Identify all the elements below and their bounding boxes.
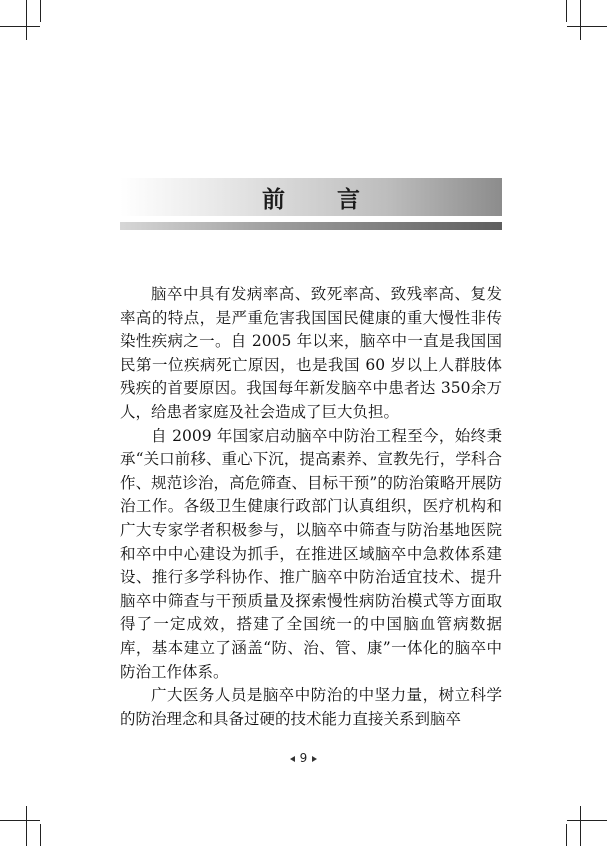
- crop-mark-bottom-right-h: [567, 820, 607, 821]
- crop-mark-top-right-v: [580, 0, 581, 40]
- paragraph-3: 广大医务人员是脑卒中防治的中坚力量，树立科学的防治理念和具备过硬的技术能力直接关系到脑卒: [120, 686, 502, 728]
- page-number-value: 9: [299, 751, 308, 765]
- crop-mark-top-right-h: [567, 26, 607, 27]
- section-header-underline: [120, 222, 502, 230]
- crop-mark-bottom-left-h: [0, 820, 40, 821]
- crop-mark-top-left-v: [26, 0, 27, 40]
- crop-mark-bottom-right-v: [580, 806, 581, 846]
- crop-mark-bottom-left-v2: [40, 824, 41, 846]
- crop-mark-bottom-left-v: [26, 806, 27, 846]
- crop-mark-top-left-v2: [40, 0, 41, 22]
- body-text: [120, 283, 502, 731]
- triangle-right-icon: [312, 756, 317, 762]
- crop-mark-top-right-v2: [566, 0, 567, 22]
- triangle-left-icon: [290, 756, 295, 762]
- page-number: [0, 751, 607, 765]
- paragraph-2: 自 2009 年国家启动脑卒中防治工程至今，始终秉承“关口前移、重心下沉，提高素养、宣教先行，学科合作、规范诊治，高危筛查、目标干预”的防治策略开展防治工作。各级卫生健康行政部门认真组织，医疗机构和广大专家学者积极参与，以脑卒中筛查与防治基地医院和卒中中心建设为抓手，在推进区域脑卒中急救体系建设、推行多学科协作、推广脑卒中防治适宜技术、提升脑卒中筛查与干预质量及探索慢性病防治模式等方面取得了一定成效，搭建了全国统一的中国脑血管病数据库，基本建立了涵盖“防、治、管、康”一体化的脑卒中防治工作体系。: [120, 426, 502, 681]
- paragraph-1: 脑卒中具有发病率高、致死率高、致残率高、复发率高的特点，是严重危害我国国民健康的重大慢性非传染性疾病之一。自 2005 年以来，脑卒中一直是我国国民第一位疾病死亡原因，也是我国 60 岁以上人群肢体残疾的首要原因。我国每年新发脑卒中患者达 350余万人，给患者家庭及社会造成了巨大负担。: [120, 285, 502, 421]
- crop-mark-top-left-h: [0, 26, 40, 27]
- crop-mark-bottom-right-v2: [566, 824, 567, 846]
- section-title: 前言: [262, 186, 412, 213]
